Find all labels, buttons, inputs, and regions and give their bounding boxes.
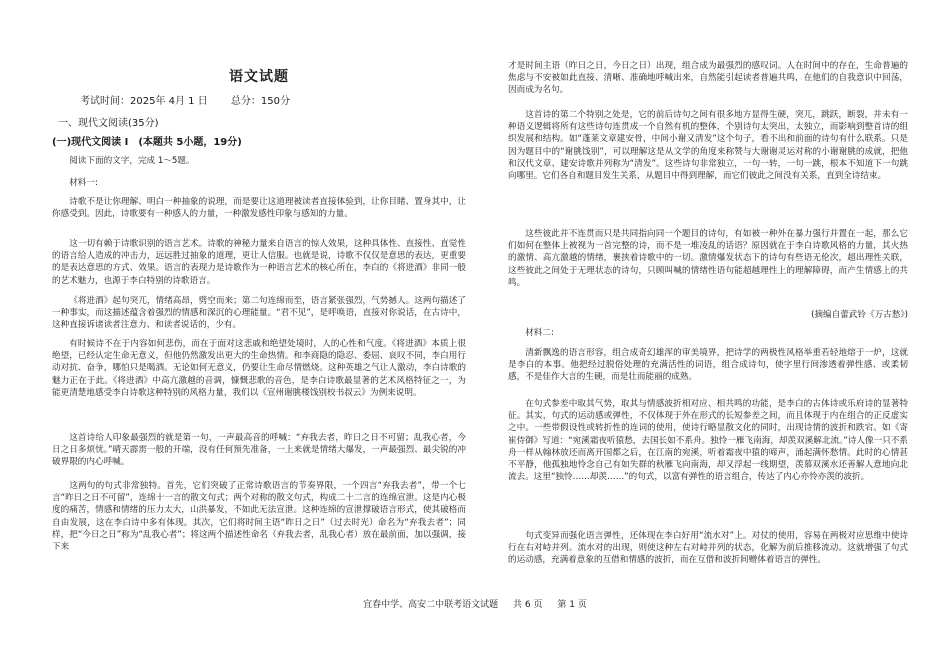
paragraph: 有时候诗不在于内容如何悲伤，而在于面对这悲戚和绝望处境时，人的心性和气度。《将进酒》本质上很绝望，已经认定生命无意义，但他仍然激发出更大的生命热情。和李商隐的隐忍、委屈、哀叹不同，李白用行动对抗、奋争，哪怕只是喝酒。无论如何无意义，仍要让生命尽情燃烧。这种英雄之气让人激动，李白诗歌的魅力正在于此。《将进酒》中高亢激越的音调，慷慨悲歌的音色，是李白诗歌最显著的艺术风格特征之一，为能更清楚地感受李白诗歌这种特别的风格力量，我们以《宣州谢朓楼饯别校书叔云》为例来说明。 — [52, 339, 466, 398]
material-label: 材料一: — [69, 178, 98, 188]
paragraph: 诗歌不是让你理解、明白一种抽象的说理，而是要让这道理被读者直接体验到，让你目睹、置身其中，让你感受到。因此，诗歌要有一种感人的力量，一种激发感性印象与感知的力量。 — [52, 197, 466, 220]
paragraph: 这一切有赖于诗歌识别的语言艺术。诗歌的神秘力量来自语言的惊人效果，这种具体性、直接性、直觉性的语言给人造成的冲击力，远远胜过抽象的道理，更让人信服。也就是说，诗歌不仅仅是意思的表达，更重要的是表达意思的方式、效果。语言的表现力是诗歌作为一种语言艺术的核心所在，李白的《将进酒》非同一般的艺术魅力，也源于李白特别的诗歌语言。 — [52, 239, 466, 286]
paragraph: 句式变异而强化语言弹性，还体现在李白好用“流水对”上。对仗的使用，容易在两极对应思维中使诗行在右对峙并列。流水对的出现，则使这种左右对峙并列的状态，化解为前后推移流动。这就增强了句式的运动感，充满着意象的互借和情感的波折，而在互借和波折间赠体着语言的弹性。 — [508, 531, 908, 566]
exam-time: 考试时间：2025年 4月 1 日 — [80, 96, 208, 107]
paragraph: 这两句的句式非常独特。首先，它们突破了正常诗歌语言的节奏界限，一个四言“弃我去者”，带一个七言“昨日之日不可留”，连绵十一言的散文句式；两个对称的散文句式，构成二十二言的连绵宣泄。这是内心极度的痛苦，情感和情绪的压力太大，山洪暴发，不如此无法宣泄。这种连绵的宣泄撑破语言形式，使其破格而自由发展，这在李白诗中多有体现。其次，它们将时间主语“昨日之日”（过去时光）命名为“弃我去者”；同样，把“今日之日”称为“乱我心者”；将这两个描述性命名（弃我去者，乱我心者）放在最前面，加以强调，接下来 — [52, 481, 466, 553]
page-footer — [0, 597, 950, 610]
exam-score: 总分：150分 — [230, 96, 290, 107]
subsection-heading: (一)现代文阅读 Ⅰ (本题共 5小题，19分) — [52, 137, 242, 148]
footer-total: 共 6 页 — [513, 600, 543, 610]
material-label: 材料二: — [525, 328, 554, 338]
paragraph: 才是时间主语（昨日之日，今日之日）出现，组合成为最强烈的感叹词。人在时间中的存在，生命普遍的焦虑与不安被如此直接、清晰、准确地呼喊出来，自然能引起读者普遍共鸣，在他们的自我意识中回荡，因而成为名句。 — [508, 61, 908, 96]
footer-school: 宜春中学、高安二中联考语文试题 — [363, 600, 499, 610]
citation: (摘编自蕾武铃《万古愁》) — [811, 310, 908, 320]
paragraph: 这首诗的第二个特别之处是，它的前后诗句之间有很多地方显得生硬，突兀，跳跃，断裂，并未有一种语义逻辑将所有这些诗句连贯成一个自然有机的整体，个别诗句太突出，太独立，而影响到整首诗的组织发展和结构。如“蓬莱文章建安骨，中间小谢又清发”这个句子，看不出和前面的诗句有什么联系。只是因为题目中的“谢朓饯别”，可以理解这是从文学的角度来称赞与大谢谢灵运对称的小谢谢朓的成就，把他和汉代文章、建安诗歌并列称为“清发”。这些诗句非常独立，一句一转，一句一跳，根本不知道下一句跳向哪里。它们各自和题目发生关系，从题目中得到理解，而它们彼此之间没有关系，直到全诗结束。 — [508, 110, 908, 182]
paragraph: 这些彼此并不连贯而只是共同指向同一个题目的诗句，有如被一种外在暴力强行并置在一起，那么它们如何在整体上被视为一首完整的诗，而不是一堆凌乱的话语？原因就在于李白诗歌风格的力量，其火热的激情、高亢激越的情绪，裹挟着诗歌中的一切。激情爆发状态下的诗句有些语无伦次，超出理性关联，这些彼此之间处于无理状态的诗句，只顾叫喊的情绪性语句能超越理性上的理解障碍，而产生情感上的共鸣。 — [508, 229, 908, 288]
paragraph: 清新飘逸的语言形容，组合成奇幻雄浑的审美境界，把诗学的两极性风格举重若轻地熔于一炉，这就是李白的本事。他把经过脱俗处理的充满活性的词语，组合成诗句，使字里行间渗透着弹性感、或柔韧感，不是佳作大言的生硬，而是壮而能丽的成熟。 — [508, 348, 908, 383]
page-title: 语文试题 — [229, 69, 289, 85]
exam-info — [80, 92, 294, 107]
paragraph: 在句式参差中取其气势，取其与情感波折相对应、相共鸣的功能，是李白的古体诗或乐府诗的显著特征。其实，句式的运动感或弹性，不仅体现于外在形式的长短参差之间，而且体现于内在组合的正反虚实之中。一些带假设性或转折性的连词的使用，使诗行略显散文化的同时，出现诗情的波折和跌宕。如《寄崔侍御》写道：“宛溪霜夜听猿愁，去国长如不系舟。独怜一雁飞南海，却羡双溪解北流。”诗人像一只不系舟一样从翰林放还而离开国都之后，在江南的宛溪，听着霜夜中猿的啼声，涌起满怀愁情。此时的心情甚不平静，他孤独地怜念自己有如失群的秋雁飞向南海，却又浮起一线期望，羡慕双溪水还善解人意地向北流去。这里“独怜……却羡……”的句式，以富有弹性的语言组合，传达了内心亦怜亦羡的波折。 — [508, 399, 908, 483]
instruction-text: 阅读下面的文字，完成 1～5题。 — [69, 156, 195, 166]
section-heading: 一、现代文阅读(35分) — [58, 118, 159, 129]
paragraph: 《将进酒》起句突兀，情绪高昂，劈空而来；第二句连绵而至，语言紧张强烈，气势撼人。这两句描述了一种事实，而这描述蕴含着强烈的情感和深沉的心理能量。“君不见”，是呼唤语，直接对你说话，在古诗中，这种直接诉诸读者注意力、和读者说话的，少有。 — [52, 296, 466, 331]
footer-page: 第 1 页 — [557, 600, 587, 610]
paragraph: 这首诗给人印象最强烈的就是第一句，一声最高音的呼喊：“弃我去者，昨日之日不可留；乱我心者，今日之日多烦忧。”晴天霹雳一般的开端，没有任何预先准备，一上来就是情绪大爆发，一声最强烈、最尖锐的冲破界限的内心呼喊。 — [52, 433, 466, 468]
